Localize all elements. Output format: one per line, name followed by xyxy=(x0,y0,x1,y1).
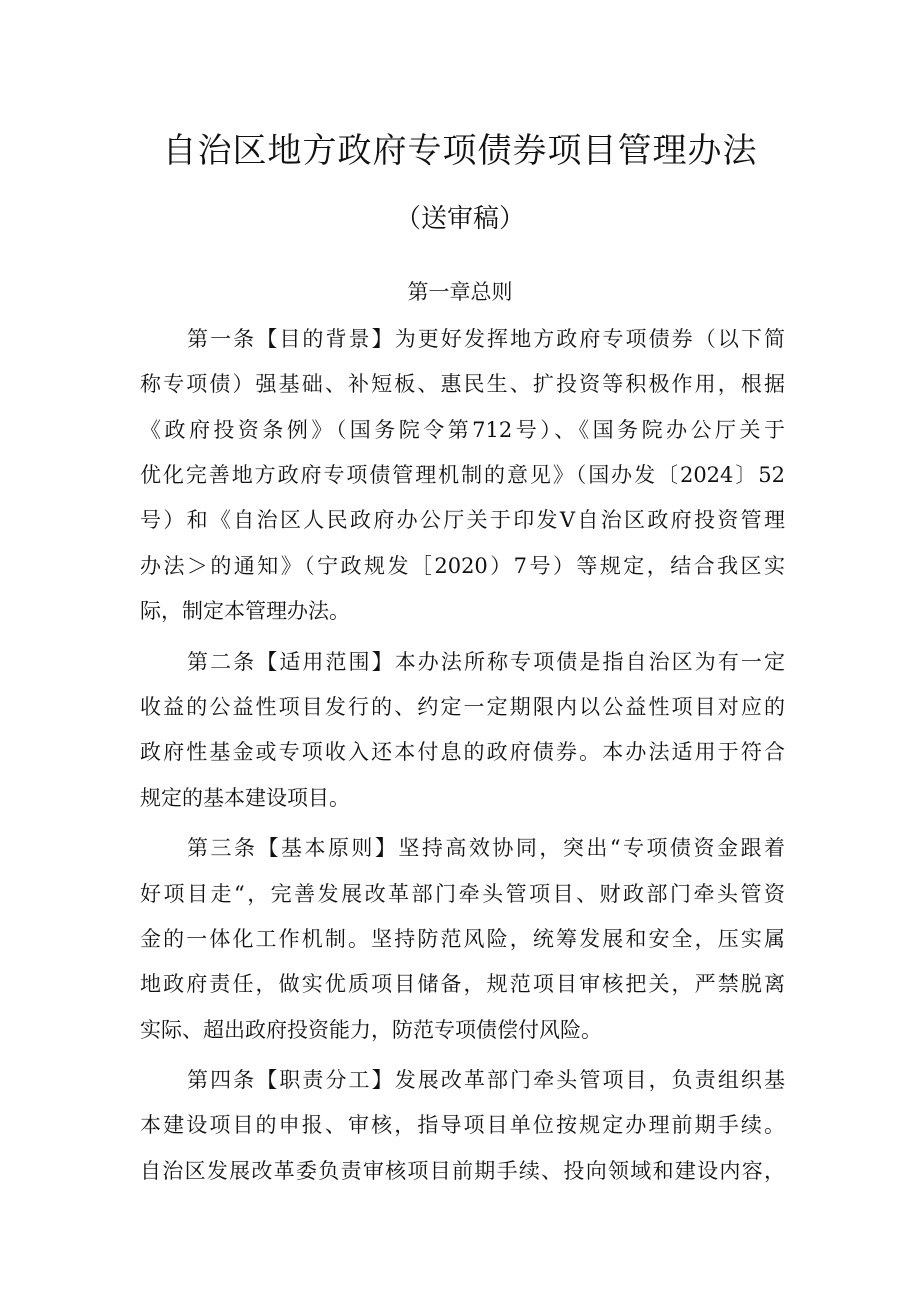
article-3-line-1: 第三条【基本原则】坚持高效协同，突出“专项债资金跟着 xyxy=(187,836,785,860)
article-4-line-2: 本建设项目的申报、审核，指导项目单位按规定办理前期手续。 xyxy=(140,1113,785,1137)
document-title: 自治区地方政府专项债券项目管理办法 xyxy=(162,131,758,171)
article-3-line-2: 好项目走“，完善发展改革部门牵头管项目、财政部门牵头管资 xyxy=(140,882,785,906)
document-subtitle: （送审稿） xyxy=(394,204,525,234)
article-1-line-4: 优化完善地方政府专项债管理机制的意见》（国办发〔2024〕52 xyxy=(140,463,785,487)
article-2-line-1: 第二条【适用范围】本办法所称专项债是指自治区为有一定 xyxy=(187,650,785,674)
article-4-line-1: 第四条【职责分工】发展改革部门牵头管项目，负责组织基 xyxy=(187,1068,785,1092)
article-3-line-4: 地政府责任，做实优质项目储备，规范项目审核把关，严禁脱离 xyxy=(140,972,785,996)
article-2-line-2: 收益的公益性项目发行的、约定一定期限内以公益性项目对应的 xyxy=(140,695,785,719)
article-1-line-5: 号）和《自治区人民政府办公厅关于印发V自治区政府投资管理 xyxy=(140,508,785,532)
article-1-line-3: 《政府投资条例》（国务院令第712号）、《国务院办公厅关于 xyxy=(140,418,785,442)
article-4-line-3: 自治区发展改革委负责审核项目前期手续、投向领域和建设内容， xyxy=(140,1159,785,1183)
chapter-heading: 第一章总则 xyxy=(407,280,513,304)
article-1-line-1: 第一条【目的背景】为更好发挥地方政府专项债券（以下简 xyxy=(187,327,785,351)
article-2-line-4: 规定的基本建设项目。 xyxy=(140,786,350,810)
article-1-line-6: 办法＞的通知》（宁政规发［2020）7号）等规定，结合我区实 xyxy=(140,554,785,578)
article-2-line-3: 政府性基金或专项收入还本付息的政府债券。本办法适用于符合 xyxy=(140,740,785,764)
article-1-line-2: 称专项债）强基础、补短板、惠民生、扩投资等积极作用，根据 xyxy=(140,372,785,396)
article-1-line-7: 际，制定本管理办法。 xyxy=(140,599,350,623)
article-3-line-3: 金的一体化工作机制。坚持防范风险，统筹发展和安全，压实属 xyxy=(140,927,785,951)
article-3-line-5: 实际、超出政府投资能力，防范专项债偿付风险。 xyxy=(140,1018,602,1042)
